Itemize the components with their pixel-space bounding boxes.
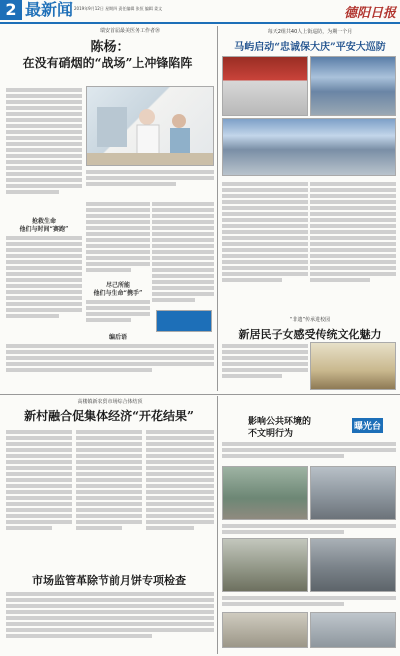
story4-title: 新村融合促集体经济“开花结果”: [24, 409, 194, 423]
story3-text-col1: [222, 342, 308, 392]
story6-photo-5: [222, 612, 308, 648]
story2-title: 马屿启动“忠诚保大庆”平安大巡防: [234, 42, 386, 53]
story6-captions-2: [222, 594, 396, 608]
story1-kicker: 瑞安首届最美医务工作者⑳: [99, 28, 160, 34]
story1-caption: [86, 168, 214, 196]
story6-title-line1: 影响公共环境的: [248, 417, 312, 427]
story1-text-col1: [6, 86, 82, 206]
story2-photo-2: [310, 56, 396, 116]
story4-text-col1: [6, 428, 72, 558]
award-banner-image: [156, 310, 212, 332]
masthead-logo: 德阳日报: [343, 6, 396, 21]
story1-subhead-a2: 他们与时间“赛跑”: [19, 226, 69, 233]
story6-title-line2: 不文明行为: [248, 429, 294, 439]
story1-title-line1: 陈杨：: [90, 40, 130, 55]
story1-text-col2b: [86, 298, 150, 328]
story1-title-line2: 在没有硝烟的“战场”上冲锋陷阵: [22, 56, 193, 70]
story1-text-col1b: [6, 234, 82, 324]
story6-photo-3: [222, 538, 308, 592]
page-header: [0, 0, 400, 24]
column-divider-lower: [217, 396, 218, 654]
story6-photo-6: [310, 612, 396, 648]
story2-photo-1: [222, 56, 308, 116]
column-divider: [217, 26, 218, 391]
story1-text-col3: [152, 200, 214, 328]
story6-intro: [222, 440, 396, 462]
exposure-badge: 曝光台: [352, 418, 383, 433]
story1-text-col2: [86, 200, 150, 280]
story3-kicker: “非遗”传承进校园: [289, 317, 331, 323]
story1-subhead-a: 抢救生命: [31, 218, 56, 225]
story2-kicker: 每天2组共40人上街巡防，为期一个月: [267, 29, 353, 35]
story2-text-col1: [222, 180, 308, 310]
section-title: 最新闻: [25, 0, 74, 19]
story3-title: 新居民子女感受传统文化魅力: [238, 328, 382, 341]
page-number: 2: [0, 0, 22, 20]
story1-photo: [86, 86, 214, 166]
story6-photo-2: [310, 466, 396, 520]
story1-subhead-b2: 他们与生命“携手”: [93, 290, 143, 297]
story4-text-col3: [146, 428, 214, 558]
story3-photo: [310, 342, 396, 390]
story5-text: [6, 590, 214, 652]
section-divider: [0, 394, 400, 395]
story2-photo-3: [222, 118, 396, 176]
story1-byline: 编后语: [108, 334, 127, 341]
story5-title: 市场监管革除节前月饼专项检查: [32, 574, 186, 587]
story2-text-col2: [310, 180, 396, 310]
story1-editorial: [6, 342, 214, 382]
story1-subhead-b: 尽己所能: [105, 282, 130, 289]
story6-captions-1: [222, 522, 396, 536]
story6-photo-4: [310, 538, 396, 592]
story6-photo-1: [222, 466, 308, 520]
hospital-scene-image: [87, 87, 214, 166]
story4-kicker: 高楼镇新农贸市场综合体结顶: [77, 399, 143, 405]
issue-meta: 2019年9月12日 星期四 责任编辑 张恒 编辑 姜文: [74, 6, 163, 11]
story4-text-col2: [76, 428, 142, 558]
